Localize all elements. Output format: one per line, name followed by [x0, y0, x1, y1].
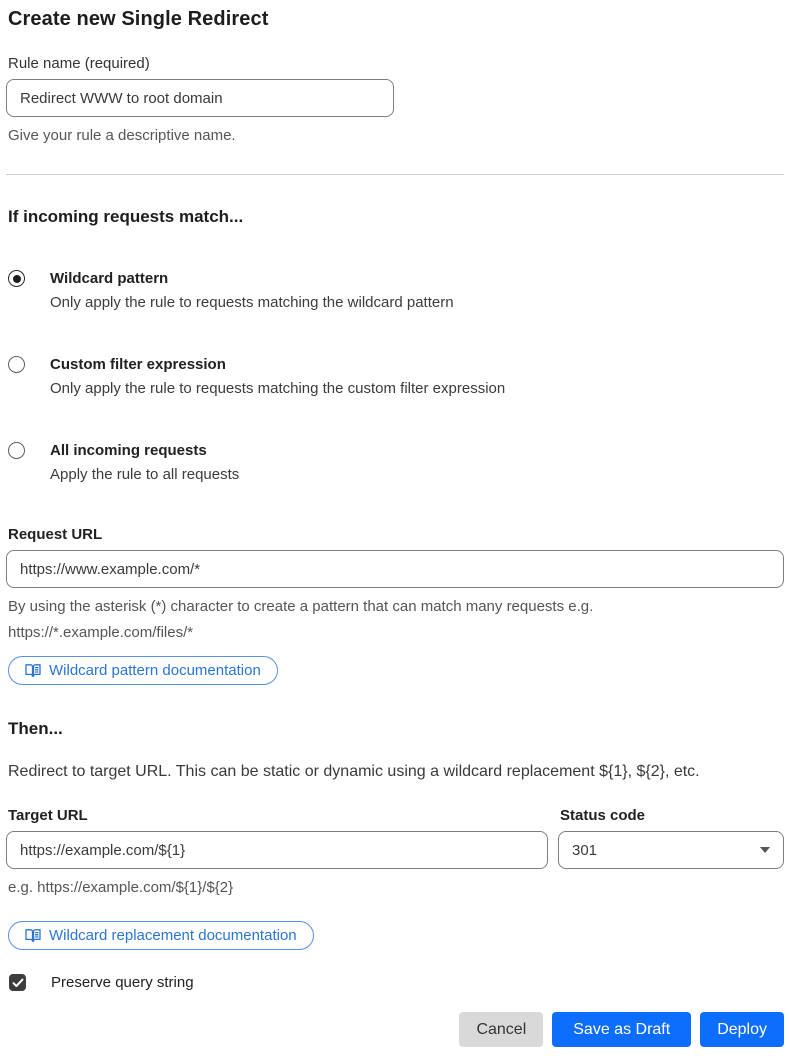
radio-description-wildcard-pattern: Only apply the rule to requests matching the wildcard pattern	[50, 294, 454, 311]
then-section-heading: Then...	[8, 719, 63, 738]
radio-label-custom-filter-expression: Custom filter expression	[50, 356, 226, 373]
match-section-heading: If incoming requests match...	[8, 207, 244, 226]
radio-option-wildcard-pattern[interactable]	[8, 268, 784, 314]
rule-name-label: Rule name (required)	[8, 55, 150, 72]
page-title: Create new Single Redirect	[8, 8, 269, 30]
deploy-button[interactable]: Deploy	[700, 1012, 784, 1047]
status-code-label: Status code	[560, 807, 646, 824]
request-url-input[interactable]	[6, 550, 784, 588]
target-fields-row	[6, 781, 784, 869]
radio-option-all-incoming-requests[interactable]	[8, 440, 784, 486]
save-as-draft-button[interactable]: Save as Draft	[552, 1012, 691, 1047]
preserve-query-label: Preserve query string	[51, 974, 194, 991]
radio-description-all-incoming-requests: Apply the rule to all requests	[50, 466, 240, 483]
request-url-help-line1: By using the asterisk (*) character to create a pattern that can match many requests e.g.	[8, 598, 594, 615]
rule-name-input[interactable]	[6, 79, 394, 117]
target-url-help: e.g. https://example.com/${1}/${2}	[8, 879, 234, 896]
preserve-query-checkbox[interactable]	[9, 974, 26, 991]
rule-name-help: Give your rule a descriptive name.	[8, 127, 236, 144]
target-url-column	[6, 781, 548, 869]
status-code-column	[558, 781, 784, 869]
radio-icon-wildcard-pattern[interactable]	[8, 270, 25, 287]
chevron-down-icon	[760, 847, 770, 853]
wildcard-replacement-doc-label: Wildcard replacement documentation	[49, 927, 297, 944]
wildcard-pattern-doc-button[interactable]	[8, 656, 278, 685]
open-book-icon	[25, 928, 41, 943]
then-section-description: Redirect to target URL. This can be static or dynamic using a wildcard replacement ${1}, ${2}, etc.	[8, 763, 700, 780]
radio-option-custom-filter-expression[interactable]	[8, 354, 784, 400]
target-url-label: Target URL	[8, 807, 88, 824]
request-url-label: Request URL	[8, 526, 103, 543]
radio-description-custom-filter-expression: Only apply the rule to requests matching the custom filter expression	[50, 380, 506, 397]
status-code-value: 301	[572, 841, 598, 859]
preserve-query-string-row[interactable]	[9, 974, 784, 991]
radio-label-wildcard-pattern: Wildcard pattern	[50, 270, 169, 287]
open-book-icon	[25, 663, 41, 678]
section-divider	[6, 174, 784, 175]
radio-label-all-incoming-requests: All incoming requests	[50, 442, 207, 459]
status-code-select[interactable]	[558, 831, 784, 869]
radio-icon-all-incoming-requests[interactable]	[8, 442, 25, 459]
request-url-help	[8, 594, 784, 646]
form-footer	[6, 1012, 784, 1047]
request-url-help-line2: https://*.example.com/files/*	[8, 624, 194, 641]
wildcard-pattern-doc-label: Wildcard pattern documentation	[49, 662, 261, 679]
target-url-input[interactable]	[6, 831, 548, 869]
radio-icon-custom-filter-expression[interactable]	[8, 356, 25, 373]
wildcard-replacement-doc-button[interactable]	[8, 921, 314, 950]
cancel-button[interactable]: Cancel	[459, 1012, 543, 1047]
